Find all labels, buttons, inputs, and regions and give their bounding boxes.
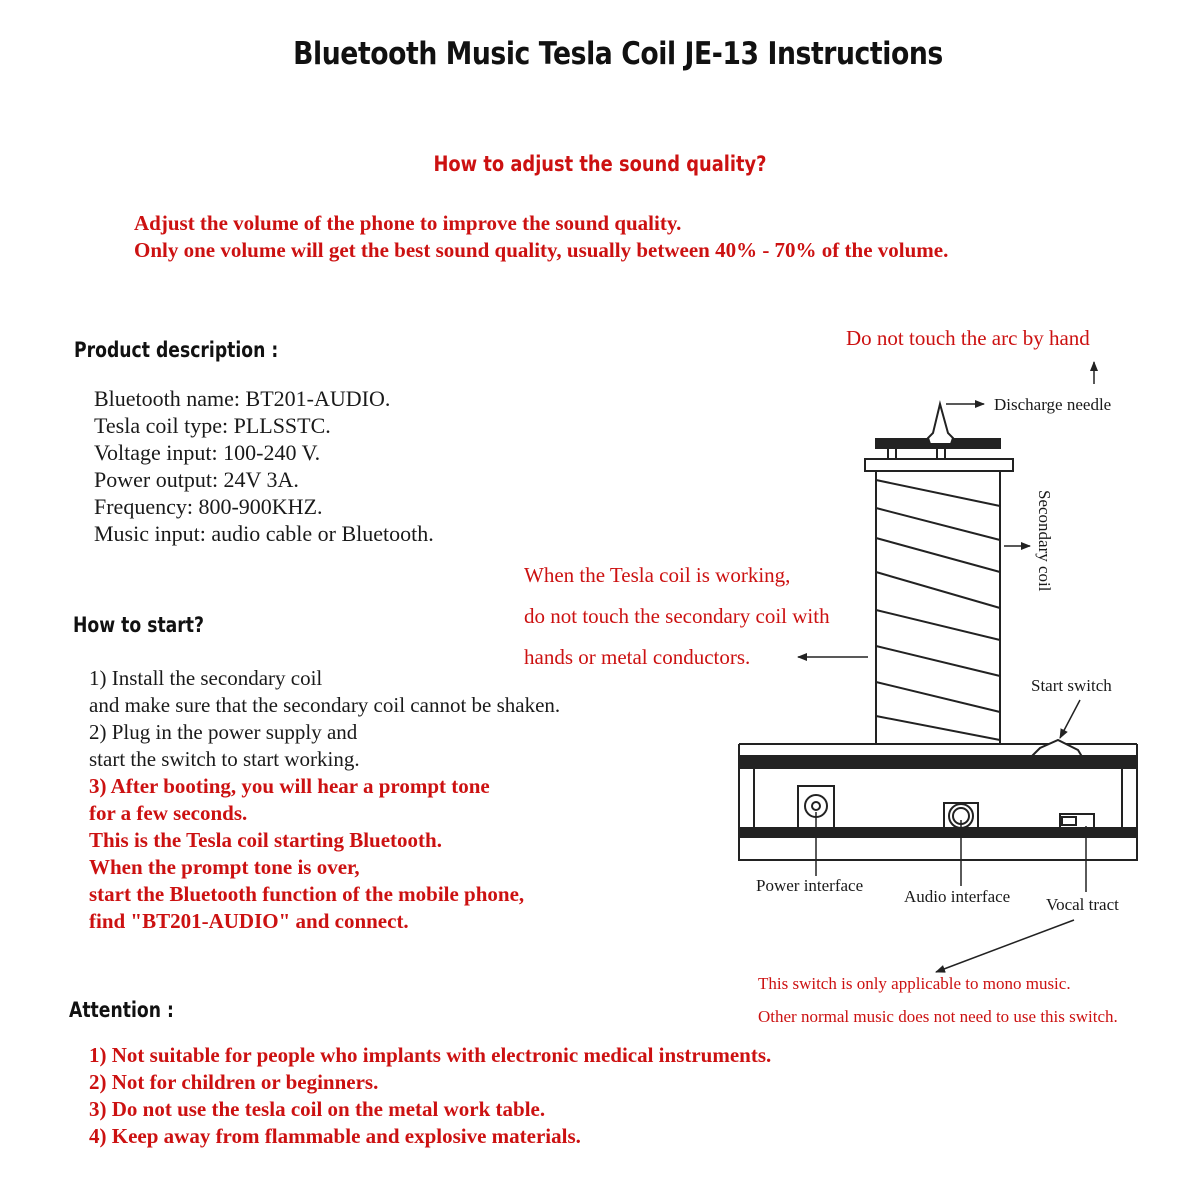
sound-quality-heading: How to adjust the sound quality? — [433, 152, 767, 176]
start-step-line: 1) Install the secondary coil — [89, 666, 323, 690]
start-step-line: start the switch to start working. — [89, 747, 360, 771]
start-step-line: and make sure that the secondary coil cannot be shaken. — [89, 693, 561, 717]
attention-line: 3) Do not use the tesla coil on the metal work table. — [89, 1097, 546, 1121]
how-to-start-heading: How to start? — [73, 613, 205, 637]
spec-line: Voltage input: 100-240 V. — [94, 440, 321, 465]
start-step-line-red: 3) After booting, you will hear a prompt tone — [89, 774, 490, 798]
sound-quality-line: Adjust the volume of the phone to improve the sound quality. — [134, 211, 682, 235]
start-switch-label: Start switch — [1031, 676, 1112, 695]
audio-interface-label: Audio interface — [904, 887, 1011, 906]
start-step-line-red: This is the Tesla coil starting Bluetooth. — [89, 828, 442, 852]
switch-note-line: This switch is only applicable to mono music. — [758, 974, 1071, 993]
discharge-needle — [928, 404, 953, 444]
product-description-heading: Product description : — [74, 338, 279, 362]
page-title: Bluetooth Music Tesla Coil JE-13 Instructions — [293, 36, 943, 72]
start-step-line-red: When the prompt tone is over, — [89, 855, 360, 879]
attention-heading: Attention : — [69, 998, 174, 1022]
attention-line: 4) Keep away from flammable and explosive materials. — [89, 1124, 581, 1148]
coil-warning-line: hands or metal conductors. — [524, 645, 751, 669]
switch-note-line: Other normal music does not need to use this switch. — [758, 1007, 1118, 1026]
coil-warning-line: do not touch the secondary coil with — [524, 604, 830, 628]
spec-line: Music input: audio cable or Bluetooth. — [94, 521, 434, 546]
power-interface-label: Power interface — [756, 876, 864, 895]
discharge-needle-label: Discharge needle — [994, 395, 1112, 414]
vocal-tract-arrow — [936, 920, 1074, 972]
secondary-coil-label: Secondary coil — [1035, 490, 1054, 592]
start-step-line-red: start the Bluetooth function of the mobile phone, — [89, 882, 525, 906]
coil-warning-line: When the Tesla coil is working, — [524, 563, 791, 587]
start-switch-arrow — [1060, 700, 1080, 738]
start-step-line-red: for a few seconds. — [89, 801, 248, 825]
attention-line: 1) Not suitable for people who implants with electronic medical instruments. — [89, 1043, 772, 1067]
attention-line: 2) Not for children or beginners. — [89, 1070, 379, 1094]
start-step-line: 2) Plug in the power supply and — [89, 720, 358, 744]
coil-cap — [865, 459, 1013, 471]
sound-quality-line: Only one volume will get the best sound quality, usually between 40% - 70% of the volume. — [134, 238, 949, 262]
spec-line: Bluetooth name: BT201-AUDIO. — [94, 386, 391, 411]
spec-line: Power output: 24V 3A. — [94, 467, 299, 492]
spec-line: Frequency: 800-900KHZ. — [94, 494, 323, 519]
spec-line: Tesla coil type: PLLSSTC. — [94, 413, 331, 438]
start-step-line-red: find "BT201-AUDIO" and connect. — [89, 909, 409, 933]
arc-warning-label: Do not touch the arc by hand — [846, 326, 1090, 350]
vocal-tract-label: Vocal tract — [1046, 895, 1119, 914]
